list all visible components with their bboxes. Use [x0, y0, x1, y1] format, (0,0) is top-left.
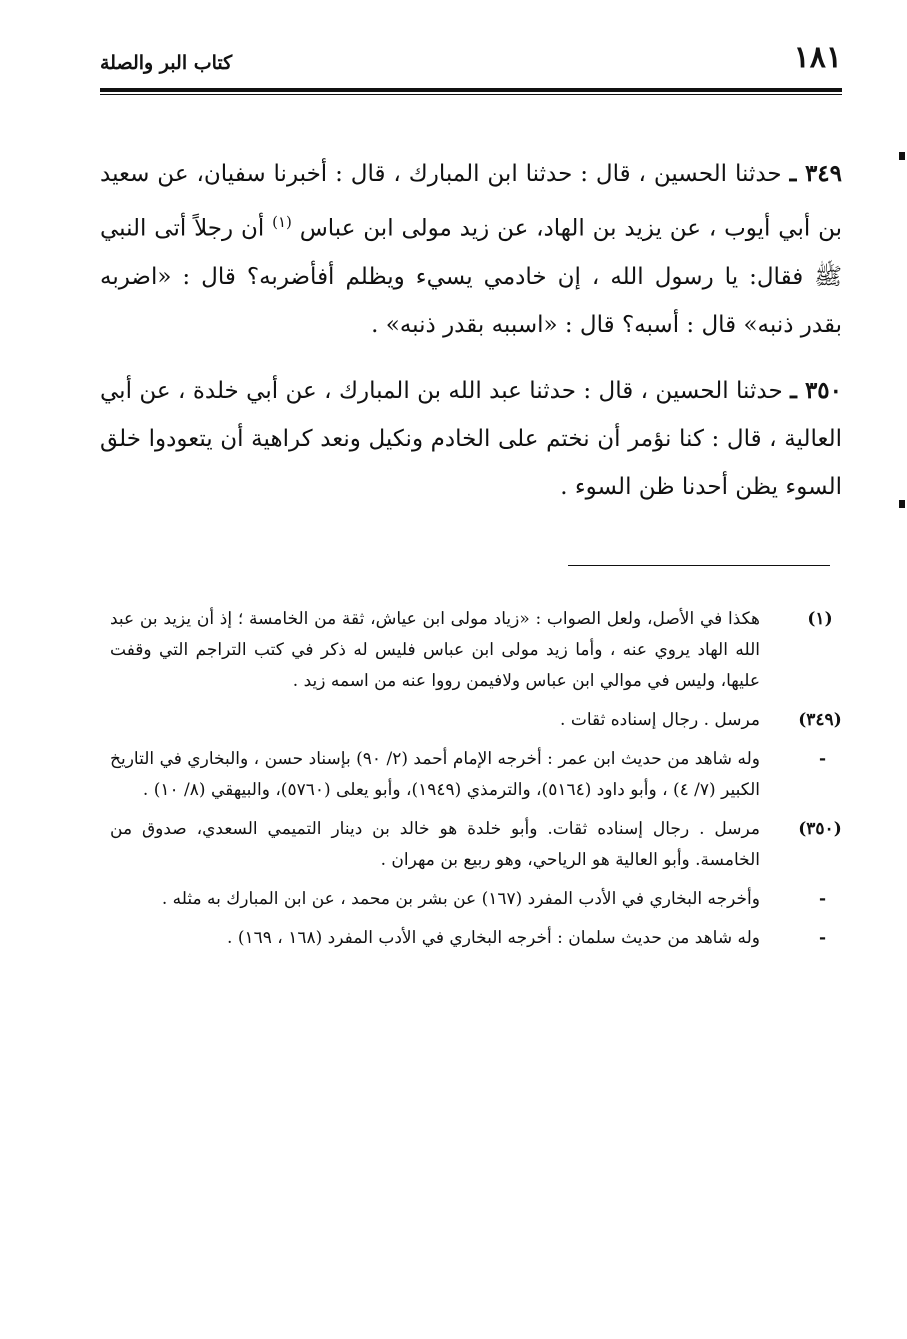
- footnote-349: [110, 705, 850, 736]
- hadith-350: [100, 367, 842, 511]
- footnote-349-shahid: [110, 744, 850, 806]
- hadith-text-continued: أن رجلاً أتى النبي ﷺ فقال: يا رسول الله ، إن خادمي يسيء ويظلم أفأضربه؟ قال : «اضربه بقدر ذنبه» قال : أسبه؟ قال : «اسببه بقدر ذنبه» .: [100, 215, 842, 338]
- margin-mark: [899, 152, 905, 160]
- header-rule-thick: [100, 88, 842, 92]
- footnote-350: [110, 814, 850, 876]
- hadith-number: ٣٤٩ ـ: [789, 160, 842, 187]
- footnote-text: وله شاهد من حديث سلمان : أخرجه البخاري في الأدب المفرد (١٦٨ ، ١٦٩) .: [227, 928, 760, 948]
- footnotes: [110, 604, 850, 962]
- footnote-text: مرسل . رجال إسناده ثقات. وأبو خلدة هو خالد بن دينار التميمي السعدي، صدوق من الخامسة. وأبو العالية هو الرياحي، وهو ربيع بن مهران .: [110, 819, 760, 870]
- header-rule-thin: [100, 94, 842, 95]
- page-number: ١٨١: [793, 40, 842, 75]
- hadith-text: حدثنا الحسين ، قال : حدثنا عبد الله بن المبارك ، عن أبي خلدة ، عن أبي العالية ، قال : كنا نؤمر أن نختم على الخادم ونكيل ونعد كراهية أن يتعودوا خلق السوء يظن أحدنا ظن السوء .: [100, 377, 842, 500]
- footnote-divider: [568, 565, 830, 566]
- hadith-text: حدثنا الحسين ، قال : حدثنا ابن المبارك ، قال : أخبرنا سفيان، عن سعيد بن أبي أيوب ، عن يزيد بن الهاد، عن زيد مولى ابن عباس: [100, 161, 842, 242]
- footnote-350-takhrij: [110, 884, 850, 915]
- footnote-1: [110, 604, 850, 697]
- footnote-350-shahid: [110, 923, 850, 954]
- hadith-349: [100, 150, 842, 349]
- running-title: كتاب البر والصلة: [100, 52, 233, 74]
- footnote-text: هكذا في الأصل، ولعل الصواب : «زياد مولى ابن عياش، ثقة من الخامسة ؛ إذ أن يزيد بن عبد الله الهاد يروي عنه ، وأما زيد مولى ابن عباس فليس له ذكر في كتب التراجم التي وقفت عليها، وليس في موالي ابن عباس ولافيمن رووا عنه من اسمه زيد .: [110, 609, 760, 691]
- footnote-text: وله شاهد من حديث ابن عمر : أخرجه الإمام أحمد (٢/ ٩٠) بإسناد حسن ، والبخاري في التاريخ الكبير (٧/ ٤) ، وأبو داود (٥١٦٤)، والترمذي (١٩٤٩)، وأبو يعلى (٥٧٦٠)، والبيهقي (٨/ ١٠) .: [110, 749, 760, 800]
- main-text: [100, 150, 842, 529]
- footnote-marker: (٣٤٩): [798, 710, 842, 730]
- footnote-marker: (١): [807, 609, 833, 629]
- footnote-text: مرسل . رجال إسناده ثقات .: [560, 710, 760, 730]
- footnote-dash: -: [818, 749, 826, 769]
- footnote-dash: -: [818, 928, 826, 948]
- hadith-number: ٣٥٠ ـ: [790, 376, 842, 404]
- footnote-dash: -: [818, 889, 826, 909]
- margin-mark: [899, 500, 905, 508]
- running-header: [100, 38, 842, 84]
- footnote-marker: (٣٥٠): [798, 819, 842, 839]
- footnote-text: وأخرجه البخاري في الأدب المفرد (١٦٧) عن بشر بن محمد ، عن ابن المبارك به مثله .: [161, 889, 760, 909]
- footnote-reference: (١): [272, 213, 292, 231]
